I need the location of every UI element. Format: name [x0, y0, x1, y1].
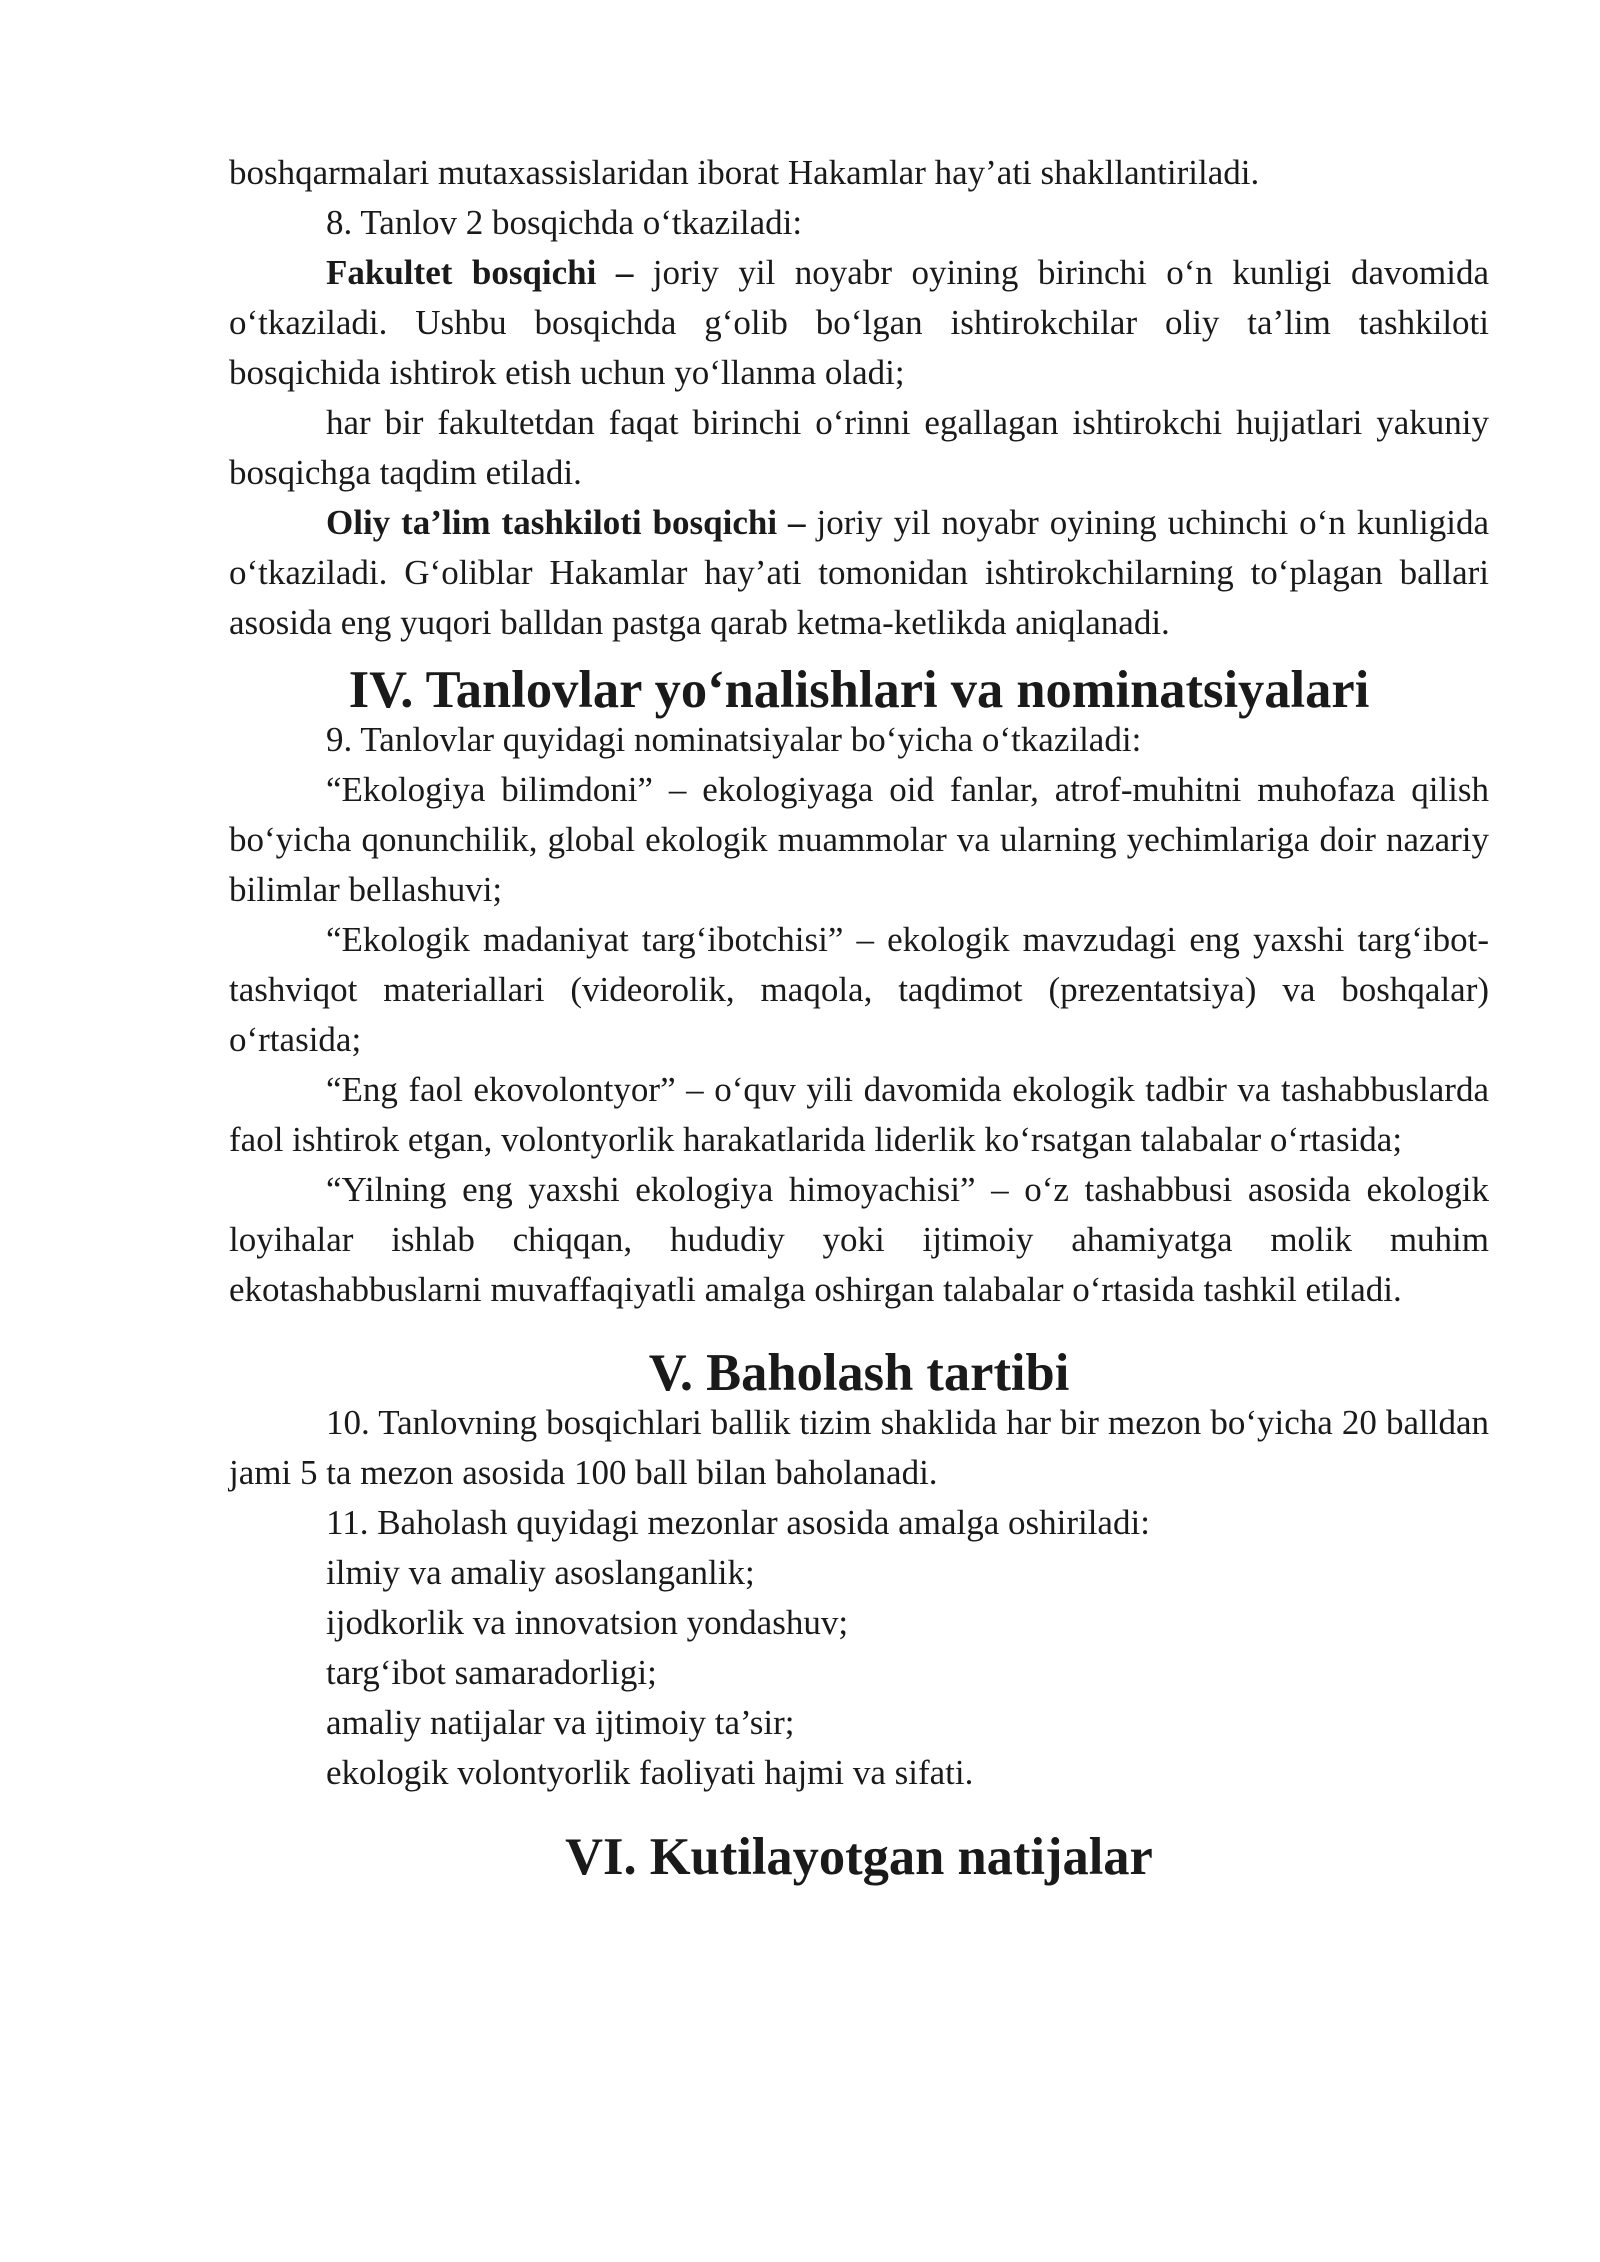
document-page	[229, 148, 1489, 1886]
fakultet-bosqichi-text: joriy yil noyabr oyining birinchi o‘n kunligi davomida o‘tkaziladi. Ushbu bosqichda g‘olib bo‘lgan ishtirokchilar oliy ta’lim tashkiloti bosqichida ishtirok etish uchun yo‘llanma oladi;	[229, 253, 1489, 392]
paragraph-nomination-faol-ekovolontyor: “Eng faol ekovolontyor” – o‘quv yili davomida ekologik tadbir va tashabbuslarda faol ishtirok etgan, volontyorlik harakatlarida liderlik ko‘rsatgan talabalar o‘rtasida;	[229, 1070, 1489, 1159]
paragraph-item-9: 9. Tanlovlar quyidagi nominatsiyalar bo‘yicha o‘tkaziladi:	[326, 720, 1142, 759]
paragraph-fakultet-hujjatlari: har bir fakultetdan faqat birinchi o‘rinni egallagan ishtirokchi hujjatlari yakuniy bosqichga taqdim etiladi.	[229, 403, 1489, 492]
oliy-talim-bosqichi-title: Oliy ta’lim tashkiloti bosqichi –	[326, 503, 806, 542]
fakultet-bosqichi-title: Fakultet bosqichi –	[326, 253, 634, 292]
criteria-item: targ‘ibot samaradorligi;	[326, 1653, 657, 1692]
paragraph-nomination-ekologiya-bilimdoni: “Ekologiya bilimdoni” – ekologiyaga oid fanlar, atrof-muhitni muhofaza qilish bo‘yicha qonunchilik, global ekologik muammolar va ularning yechimlariga doir nazariy bilimlar bellashuvi;	[229, 770, 1489, 909]
section-heading-vi: VI. Kutilayotgan natijalar	[565, 1828, 1153, 1886]
paragraph-fakultet-bosqichi	[229, 248, 1489, 398]
criteria-item: amaliy natijalar va ijtimoiy ta’sir;	[326, 1703, 795, 1742]
paragraph-nomination-ekologiya-himoyachisi: “Yilning eng yaxshi ekologiya himoyachisi” – o‘z tashabbusi asosida ekologik loyihalar ishlab chiqqan, hududiy yoki ijtimoiy ahamiyatga molik muhim ekotashabbuslarni muvaffaqiyatli amalga oshirgan talabalar o‘rtasida tashkil etiladi.	[229, 1170, 1489, 1309]
section-heading-v: V. Baholash tartibi	[648, 1344, 1070, 1402]
paragraph-item-8: 8. Tanlov 2 bosqichda o‘tkaziladi:	[326, 203, 803, 242]
criteria-item: ijodkorlik va innovatsion yondashuv;	[326, 1603, 849, 1642]
paragraph-item-11: 11. Baholash quyidagi mezonlar asosida amalga oshiriladi:	[326, 1503, 1150, 1542]
section-heading-iv: IV. Tanlovlar yo‘nalishlari va nominatsiyalari	[348, 661, 1370, 719]
paragraph-hakamlar-hayati: boshqarmalari mutaxassislaridan iborat Hakamlar hay’ati shakllantiriladi.	[229, 153, 1260, 192]
paragraph-nomination-madaniyat-targibotchisi: “Ekologik madaniyat targ‘ibotchisi” – ekologik mavzudagi eng yaxshi targ‘ibot-tashviqot materiallari (videorolik, maqola, taqdimot (prezentatsiya) va boshqalar) o‘rtasida;	[229, 920, 1489, 1059]
paragraph-oliy-talim-bosqichi	[229, 498, 1489, 648]
criteria-item: ilmiy va amaliy asoslanganlik;	[326, 1553, 755, 1592]
paragraph-item-10: 10. Tanlovning bosqichlari ballik tizim shaklida har bir mezon bo‘yicha 20 balldan jami 5 ta mezon asosida 100 ball bilan baholanadi.	[229, 1403, 1489, 1492]
oliy-talim-bosqichi-text: joriy yil noyabr oyining uchinchi o‘n kunligida o‘tkaziladi. G‘oliblar Hakamlar hay’ati tomonidan ishtirokchilarning to‘plagan ballari asosida eng yuqori balldan pastga qarab ketma-ketlikda aniqlanadi.	[229, 503, 1489, 642]
criteria-item: ekologik volontyorlik faoliyati hajmi va sifati.	[326, 1753, 974, 1792]
